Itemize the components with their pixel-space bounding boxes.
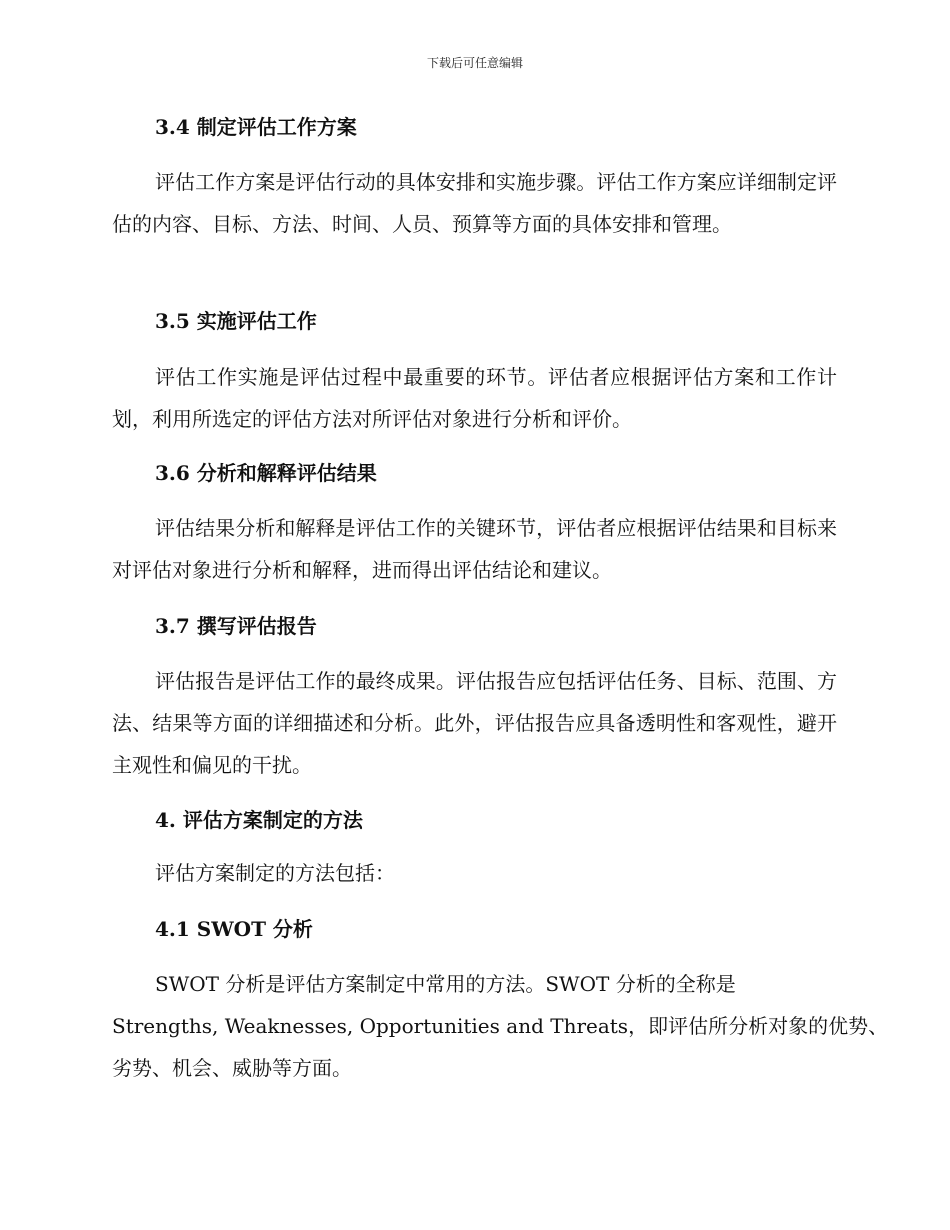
section-heading: 4.1 SWOT 分析 bbox=[155, 917, 313, 941]
section-3-4 bbox=[112, 113, 837, 141]
paragraph-line: SWOT 分析是评估方案制定中常用的方法。SWOT 分析的全称是 bbox=[155, 972, 736, 996]
paragraph-line: Strengths, Weaknesses, Opportunities and Threats，即评估所分析对象的优势、 bbox=[112, 1014, 889, 1038]
paragraph: 评估报告是评估工作的最终成果。评估报告应包括评估任务、目标、范围、方法、结果等方面的详细描述和分析。此外，评估报告应具备透明性和客观性，避开主观性和偏见的干扰。 bbox=[112, 669, 837, 777]
section-3-5-body bbox=[112, 356, 837, 440]
section-heading: 3.4 制定评估工作方案 bbox=[155, 115, 357, 139]
header-note: 下载后可任意编辑 bbox=[426, 56, 523, 70]
section-3-5 bbox=[112, 307, 837, 335]
section-3-6-body bbox=[112, 507, 837, 591]
section-heading: 3.6 分析和解释评估结果 bbox=[155, 461, 377, 485]
paragraph: 评估方案制定的方法包括： bbox=[155, 861, 395, 885]
paragraph-line: 劣势、机会、威胁等方面。 bbox=[112, 1056, 352, 1080]
section-heading: 4. 评估方案制定的方法 bbox=[155, 808, 363, 832]
section-3-6 bbox=[112, 459, 837, 487]
section-heading: 3.5 实施评估工作 bbox=[155, 309, 317, 333]
paragraph: 评估工作方案是评估行动的具体安排和实施步骤。评估工作方案应详细制定评估的内容、目标、方法、时间、人员、预算等方面的具体安排和管理。 bbox=[112, 170, 837, 236]
section-4-body bbox=[112, 852, 837, 894]
section-4-1 bbox=[112, 915, 837, 943]
section-3-7 bbox=[112, 612, 837, 640]
paragraph: 评估结果分析和解释是评估工作的关键环节，评估者应根据评估结果和目标来对评估对象进行分析和解释，进而得出评估结论和建议。 bbox=[112, 516, 837, 582]
section-4 bbox=[112, 806, 837, 834]
section-3-7-body bbox=[112, 660, 837, 786]
section-4-1-body bbox=[112, 963, 889, 1089]
section-heading: 3.7 撰写评估报告 bbox=[155, 614, 317, 638]
section-3-4-body bbox=[112, 161, 837, 245]
paragraph: 评估工作实施是评估过程中最重要的环节。评估者应根据评估方案和工作计划，利用所选定的评估方法对所评估对象进行分析和评价。 bbox=[112, 365, 837, 431]
